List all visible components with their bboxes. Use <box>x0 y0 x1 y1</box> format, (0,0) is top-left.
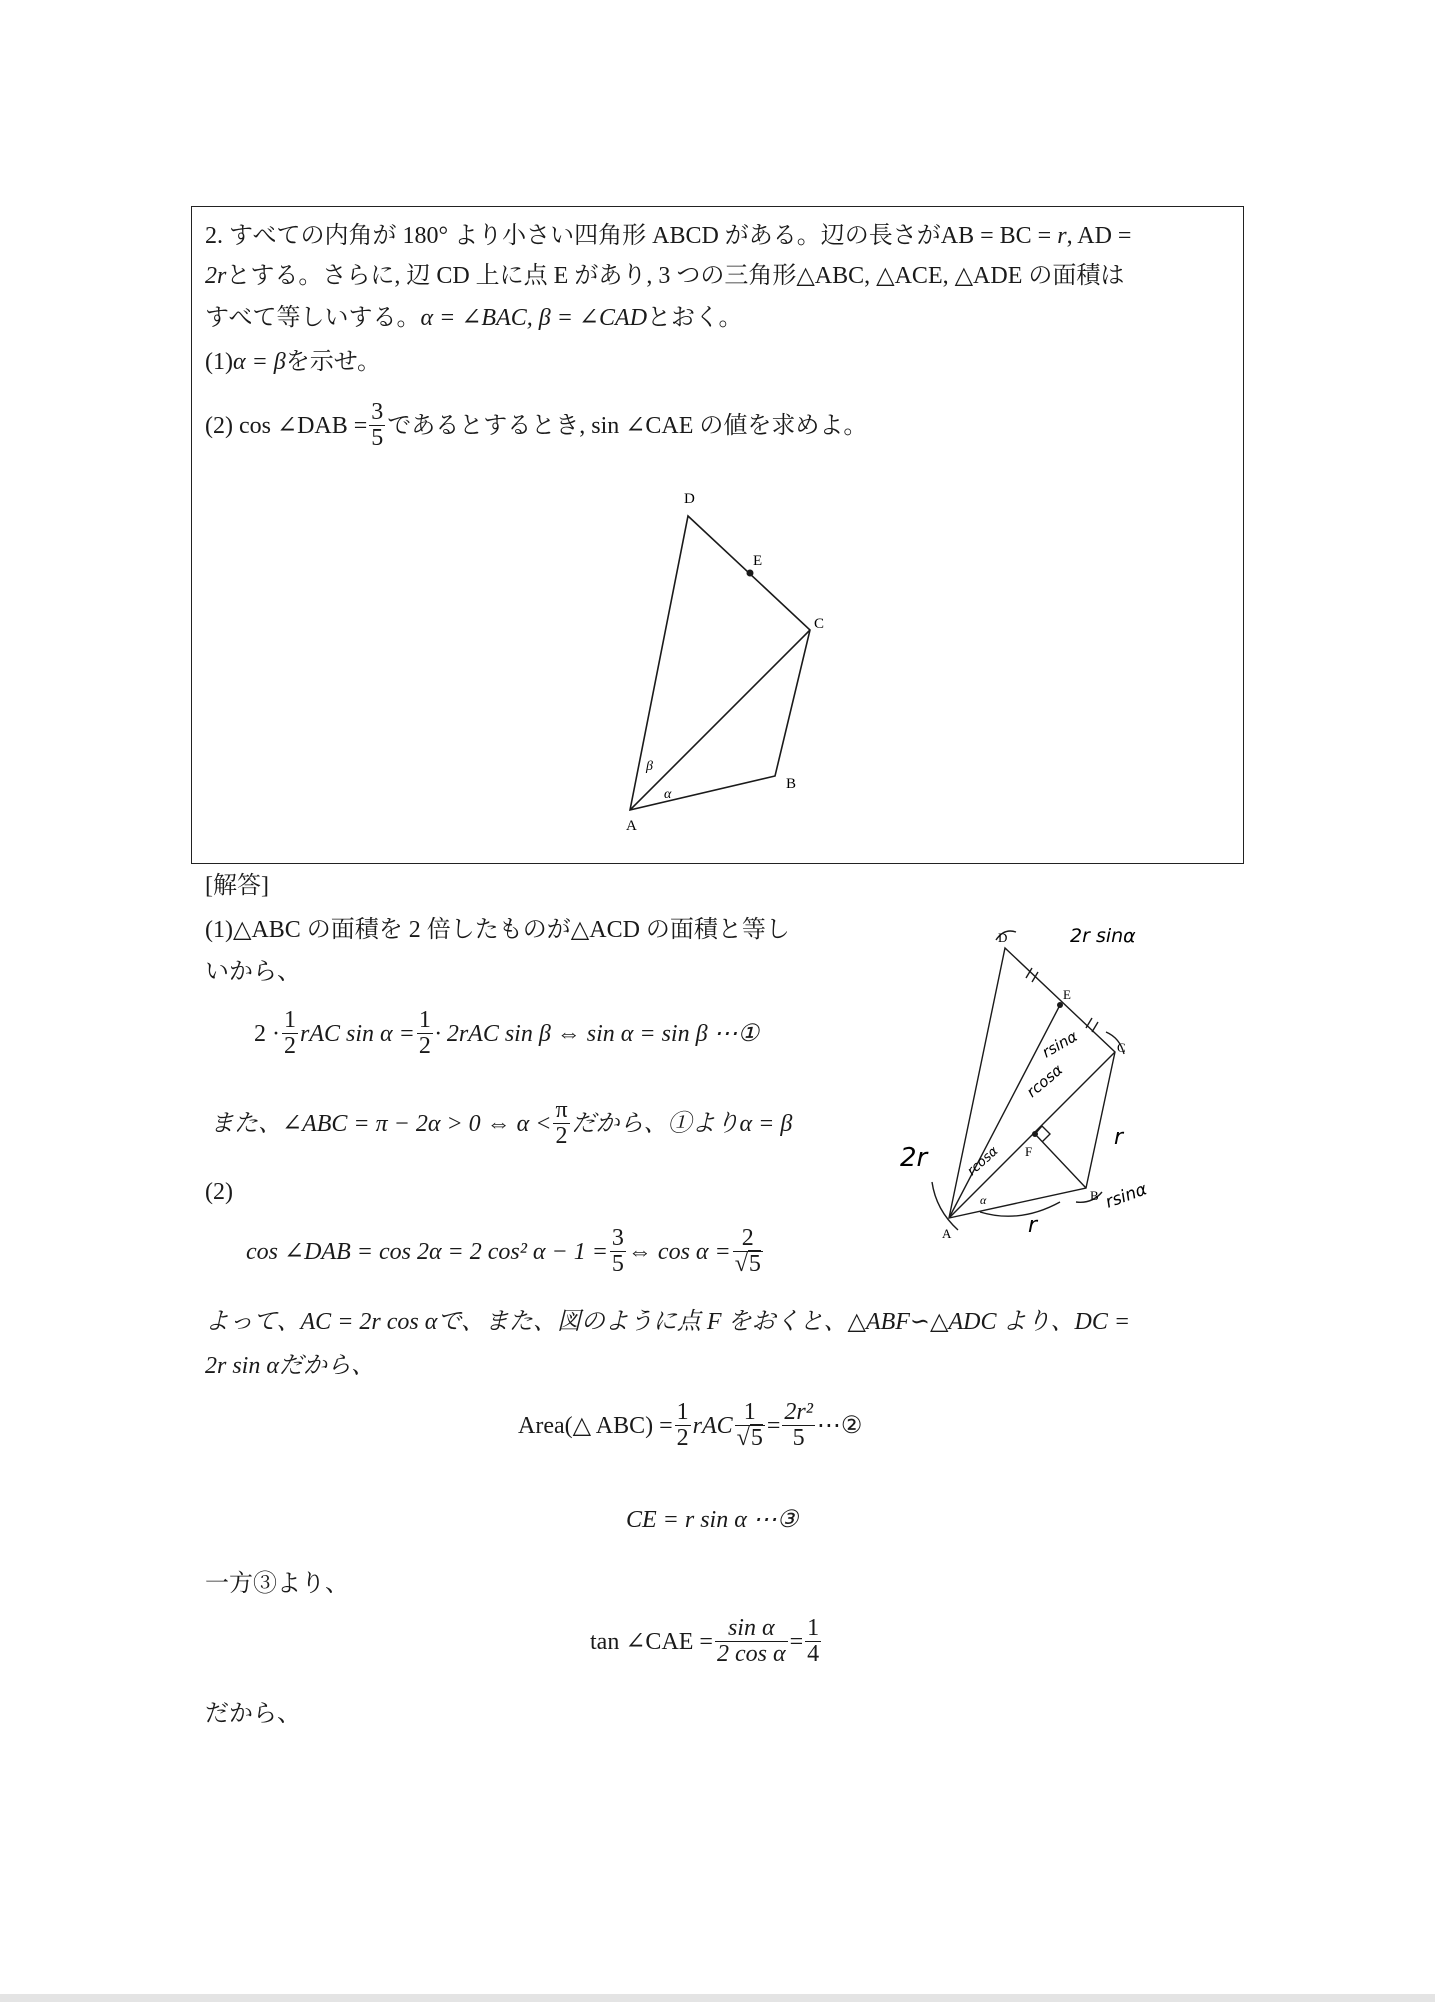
answer-heading: [解答] <box>205 873 269 899</box>
annotated-figure <box>880 912 1180 1252</box>
equation-2: cos ∠DAB = cos 2α = 2 cos² α − 1 = $\frac{3}{5}$ ⇔ cos α = $\frac{2}{√5}$ <box>246 1225 761 1278</box>
handwritten-rsin-ec: rsinα <box>1039 1027 1081 1062</box>
fraction: $\frac{\text{sin α}}{\text{2 cos α}}$ <box>716 1615 786 1668</box>
point-f <box>1032 1131 1038 1137</box>
fraction: $\frac{3}{5}$ <box>371 399 384 452</box>
label-c: C <box>814 616 825 632</box>
label-f: F <box>1025 1144 1033 1159</box>
fraction: $\frac{1}{2}$ <box>418 1007 431 1060</box>
fraction: $\frac{1}{4}$ <box>807 1615 820 1668</box>
problem-line-1: 2. すべての内角が 180° より小さい四角形 ABCD がある。辺の長さがAB = BC = r, AD = <box>205 223 1132 249</box>
point-e <box>1057 1002 1063 1008</box>
label-alpha: α <box>980 1193 987 1207</box>
label-e: E <box>1063 987 1071 1002</box>
question-2: (2) cos ∠DAB = $\frac{3}{5}$ であるとするとき, sin ∠CAE の値を求めよ。 <box>205 399 868 452</box>
label-d: D <box>998 930 1008 945</box>
equation-3: Area(△ ABC) = $\frac{1}{2}$ rAC $\frac{1}{√5}$ = $\frac{\text{2r²}}{5}$ ⋯② <box>518 1399 863 1452</box>
answer-p1-line1: (1)△ABC の面積を 2 倍したものが△ACD の面積と等し <box>205 917 790 943</box>
handwritten-2rsin: 2r sinα <box>1070 925 1136 947</box>
label-alpha: α <box>664 787 672 802</box>
arc-a <box>932 1182 958 1230</box>
answer-p1-line2: いから、 <box>205 959 301 985</box>
page-bottom-edge <box>0 1994 1435 2002</box>
problem-line-3: すべて等しいする。α = ∠BAC, β = ∠CADとおく。 <box>205 305 743 331</box>
fraction: $\frac{1}{2}$ <box>676 1399 689 1452</box>
quadrilateral-figure <box>600 480 840 840</box>
question-1: (1)α = βを示せ。 <box>205 349 382 375</box>
point-e <box>747 570 754 577</box>
handwritten-2r: 2r <box>900 1143 928 1173</box>
handwritten-rcos: rcosα <box>1023 1060 1067 1102</box>
label-a: A <box>942 1226 952 1241</box>
label-b: B <box>1090 1188 1099 1203</box>
equation-alpha-bound: また、∠ABC = π − 2α > 0 ⇔ α < $\frac{\pi}{2}$ だから、①よりα = β <box>210 1097 793 1150</box>
answer-p4: 一方③より、 <box>205 1571 349 1597</box>
handwritten-rcos-af: rcosα <box>964 1143 1002 1179</box>
equation-4: CE = r sin α ⋯③ <box>626 1507 799 1533</box>
problem-line-2: 2rとする。さらに, 辺 CD 上に点 E があり, 3 つの三角形△ABC, △ACE, △ADE の面積は <box>205 263 1125 289</box>
answer-p5: だから、 <box>205 1701 301 1727</box>
fraction: $\frac{\text{2r²}}{5}$ <box>784 1399 813 1452</box>
label-d: D <box>684 491 695 507</box>
fraction: $\frac{1}{√5}$ <box>736 1399 763 1452</box>
answer-p3-line1: よって、AC = 2r cos αで、また、図のように点 F をおくと、△ABF∽△ADC より、DC = <box>205 1309 1131 1335</box>
label-a: A <box>626 818 637 834</box>
handwritten-r-bc: r <box>1114 1125 1124 1150</box>
segment-ae <box>949 1005 1060 1218</box>
fraction: $\frac{\pi}{2}$ <box>555 1097 568 1150</box>
equation-5: tan ∠CAE = $\frac{\text{sin α}}{\text{2 cos α}}$ = $\frac{1}{4}$ <box>590 1615 820 1668</box>
label-b: B <box>786 776 797 792</box>
fraction: $\frac{2}{√5}$ <box>734 1225 761 1278</box>
fraction: $\frac{3}{5}$ <box>611 1225 624 1278</box>
answer-p3-line2: 2r sin αだから、 <box>205 1353 375 1379</box>
handwritten-r-ab: r <box>1028 1213 1038 1238</box>
handwritten-rsin-b: rsinα <box>1102 1179 1150 1213</box>
diagonal-ac <box>630 630 810 810</box>
answer-p2-label: (2) <box>205 1179 233 1205</box>
label-e: E <box>753 553 763 569</box>
label-beta: β <box>646 759 653 774</box>
quadrilateral-abcd <box>630 516 810 810</box>
label-c: C <box>1117 1040 1126 1055</box>
fraction: $\frac{1}{2}$ <box>284 1007 296 1060</box>
equation-1: 2 · $\frac{1}{2}$ rAC sin α = $\frac{1}{2}$ · 2rAC sin β ⇔ sin α = sin β ⋯① <box>254 1007 760 1060</box>
